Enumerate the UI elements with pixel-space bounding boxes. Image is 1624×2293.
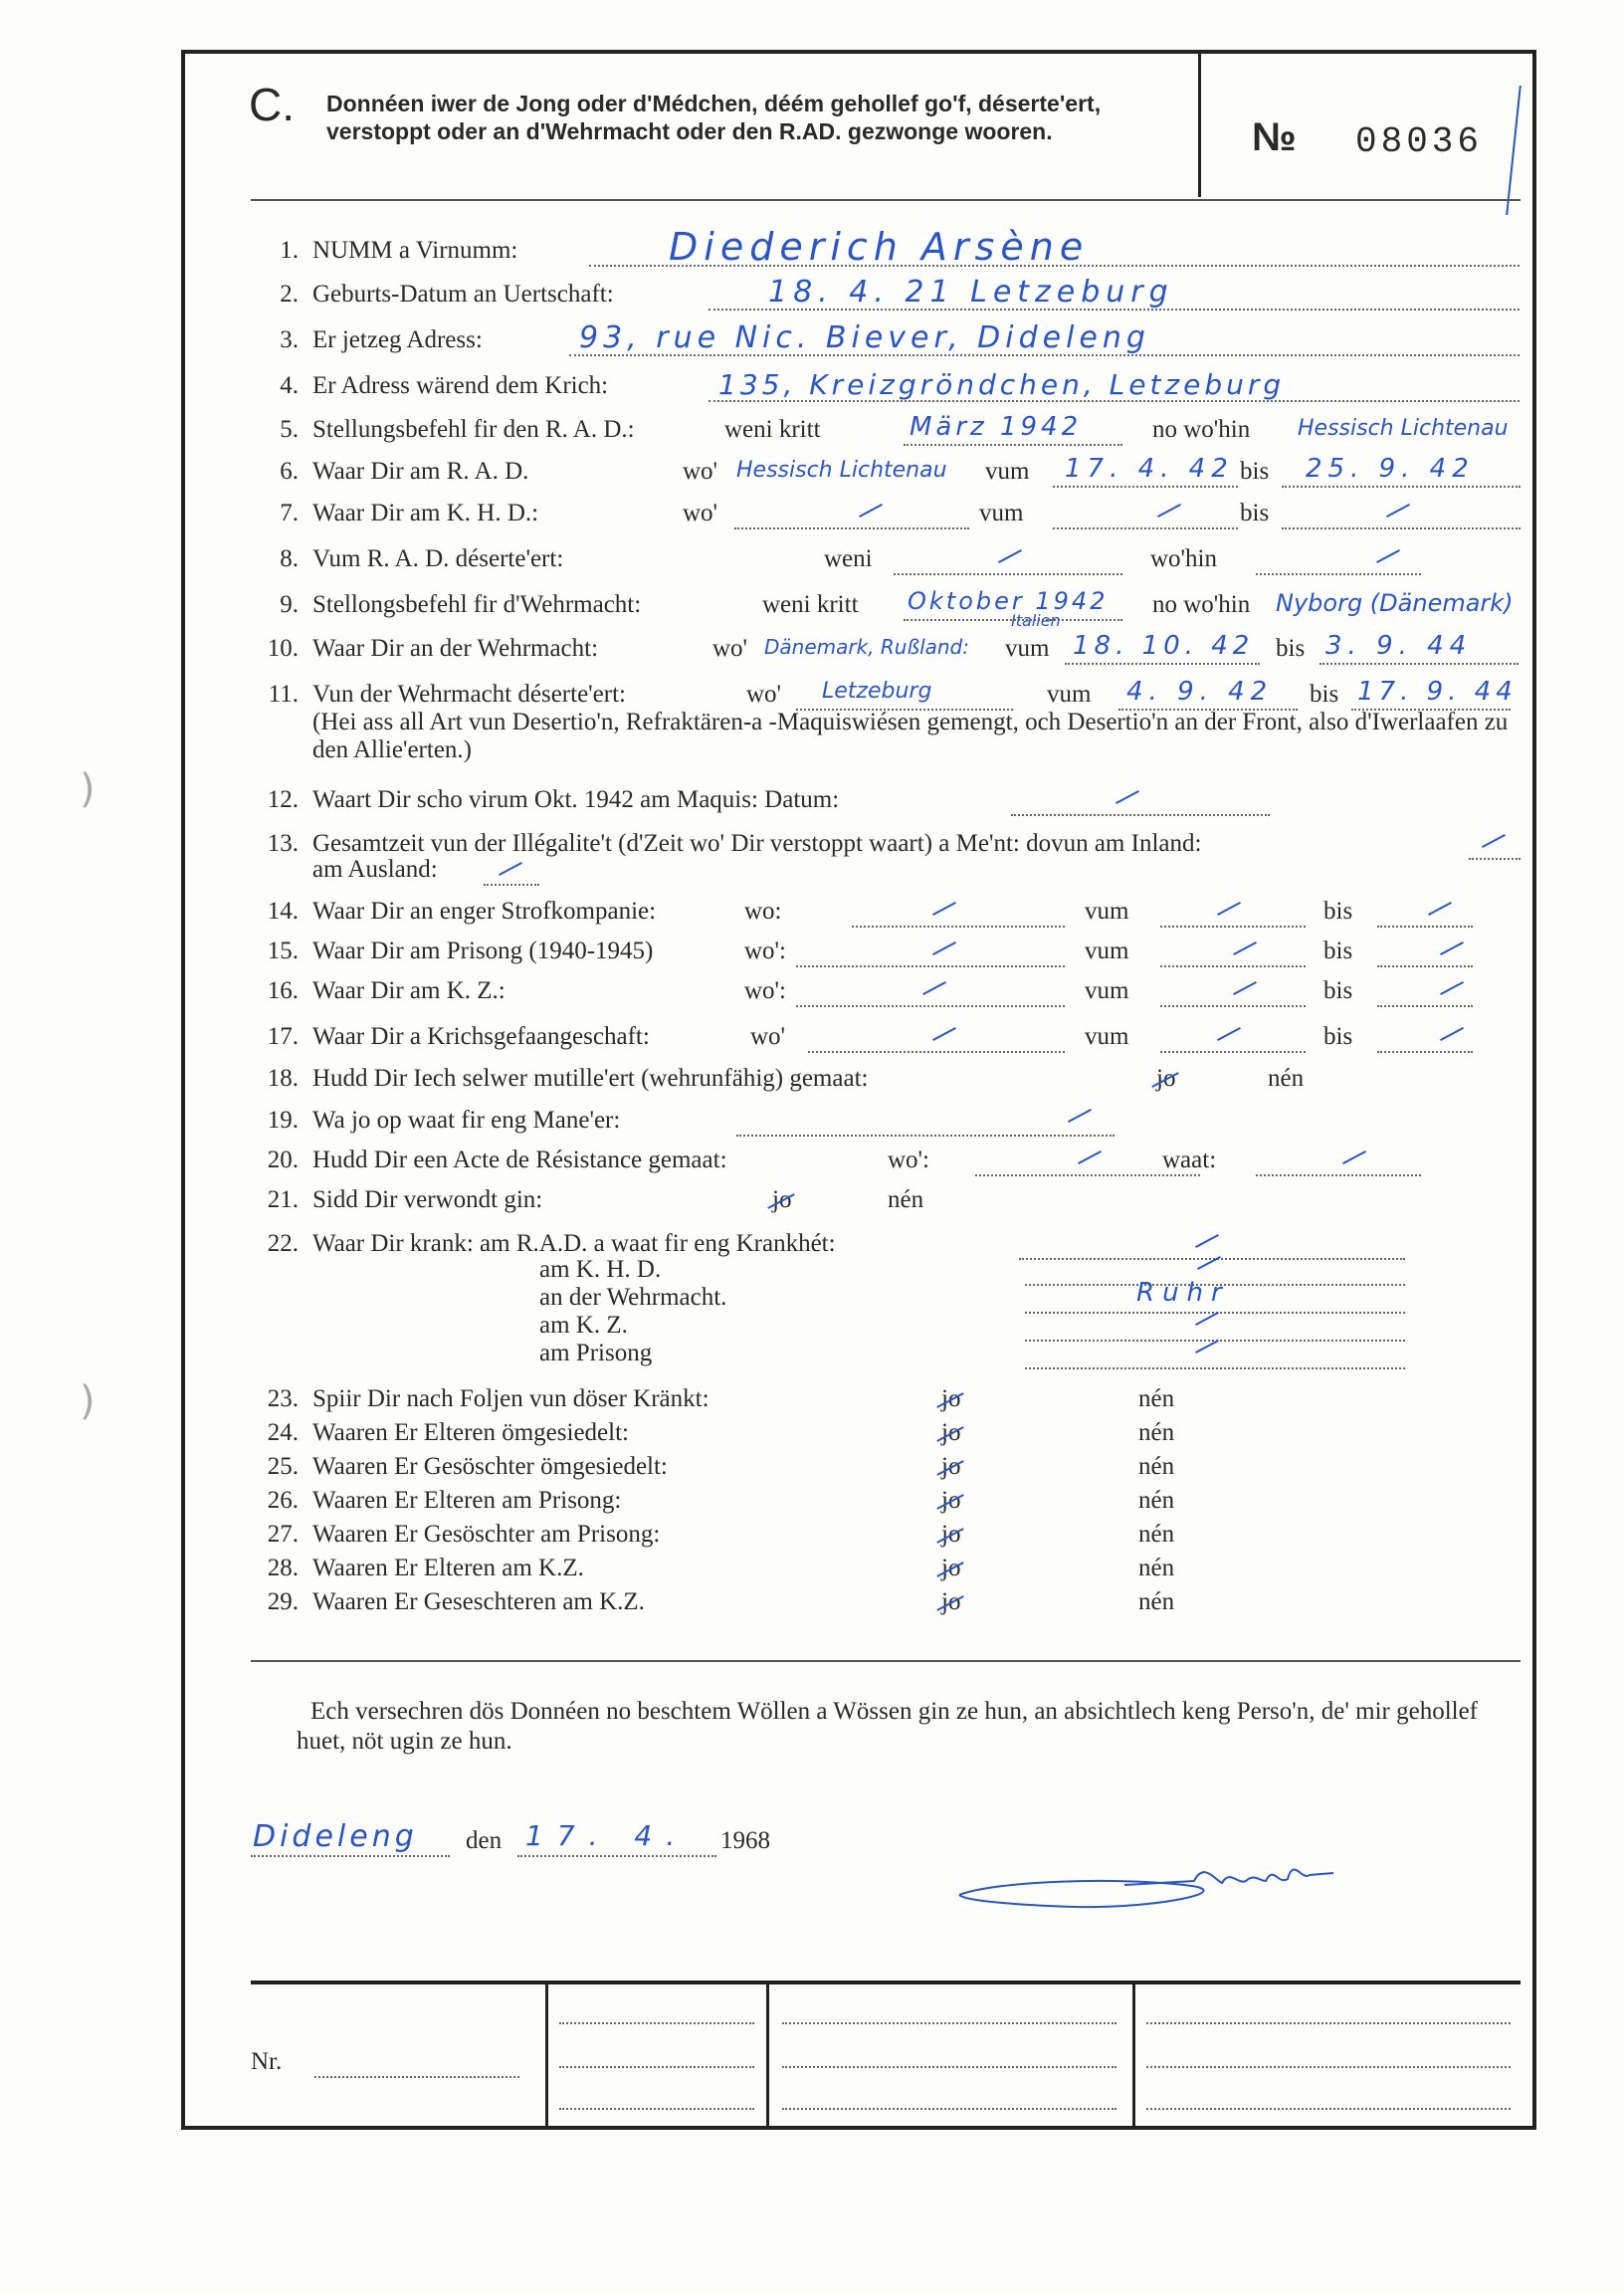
wartime-address-value[interactable]: 135, Kreizgröndchen, Letzeburg — [718, 368, 1286, 401]
place-value[interactable]: Dideleng — [253, 1819, 418, 1854]
number-sign: № — [1252, 115, 1297, 159]
punch-hole-mark: ) — [80, 766, 96, 812]
divider — [251, 1660, 1521, 1662]
header-divider — [1198, 54, 1201, 197]
declaration: Ech versechren dös Donnéen no beschtem Wöllen a Wössen gin ze hun, an absichtlech keng Perso'n, de' mir gehollef huet, nöt ugin ze hun. — [297, 1698, 1479, 1755]
birth-value[interactable]: 18. 4. 21 Letzeburg — [768, 275, 1174, 310]
footer-rule — [251, 1980, 1521, 1984]
section-letter: C. — [249, 79, 295, 130]
header-rule — [251, 199, 1521, 201]
address-value[interactable]: 93, rue Nic. Biever, Dideleng — [579, 320, 1150, 355]
section-title: Donnéen iwer de Jong oder d'Médchen, déém gehollef go'f, déserte'ert, verstoppt oder an d'Wehrmacht oder den R.AD. gezwonge wooren. — [326, 91, 1102, 144]
punch-hole-mark: ) — [80, 1378, 96, 1424]
name-value[interactable]: Diederich Arsène — [669, 225, 1090, 269]
form-number: 08036 — [1355, 121, 1484, 162]
desertion-note: (Hei ass all Art vun Desertio'n, Refraktären-a -Maquiswiésen gemengt, och Desertio'n an der Front, also d'Iwerlaafen zu den Allie'erten.) — [312, 709, 1509, 763]
signature — [955, 1851, 1423, 1915]
date-value[interactable]: 17. 4. — [525, 1819, 690, 1852]
